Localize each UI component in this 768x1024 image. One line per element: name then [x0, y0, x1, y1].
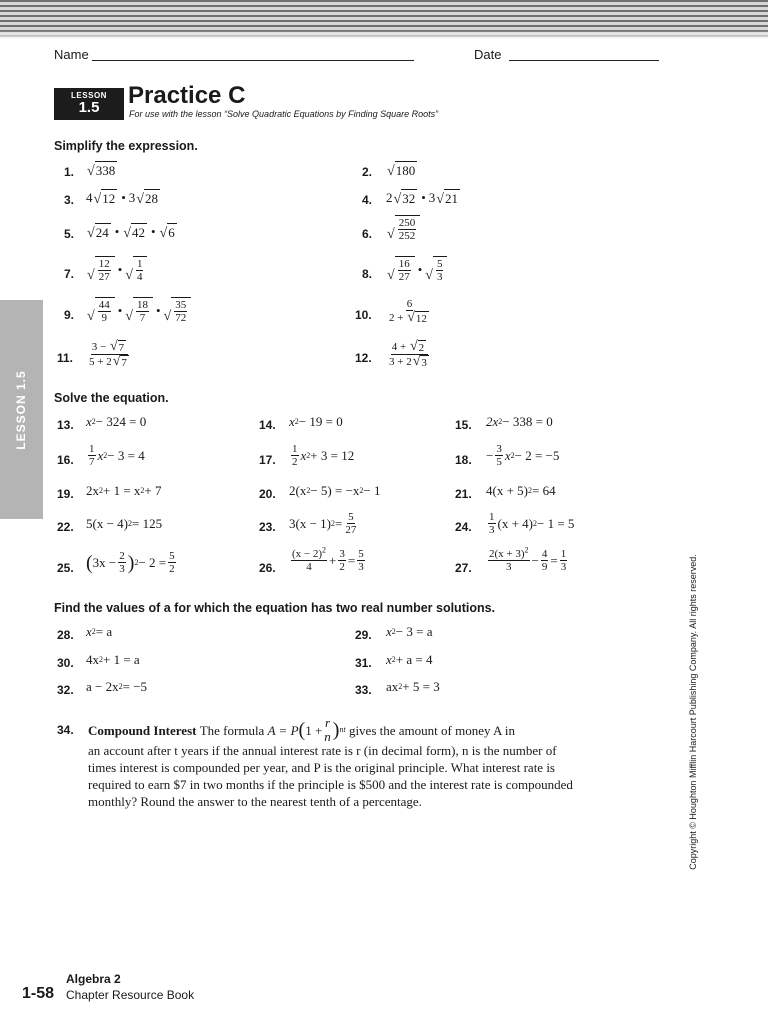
problem-number: 30. — [57, 656, 74, 670]
problem-number: 28. — [57, 628, 74, 642]
problem-number: 12. — [355, 351, 372, 365]
date-field[interactable] — [509, 60, 659, 61]
section-solve: Solve the equation. — [54, 391, 169, 405]
lesson-badge — [54, 88, 124, 120]
copyright-notice: Copyright © Houghton Mifflin Harcourt Publishing Company. All rights reserved. — [688, 554, 698, 870]
problem-6: √ 250 252 — [386, 215, 421, 242]
side-tab-label: LESSON 1.5 — [14, 370, 28, 450]
page-number: 1-58 — [22, 985, 55, 1002]
problem-8: √ 16 27 • √ 5 3 — [386, 256, 448, 283]
problem-number: 15. — [455, 418, 472, 432]
side-tab — [0, 300, 43, 519]
problem-number: 34. — [57, 723, 74, 737]
problem-9: √ 44 9 • √ 18 7 • √ 35 72 — [86, 297, 192, 324]
problem-number: 3. — [64, 193, 75, 207]
problem-number: 8. — [362, 267, 373, 281]
problem-30: 4x 2 + 1 = a — [86, 652, 140, 667]
problem-number: 9. — [64, 308, 75, 322]
date-label: Date — [474, 47, 502, 62]
name-label: Name — [54, 47, 89, 62]
problem-23: 3(x − 1) 2 = $\frac{5}{27}$ — [289, 511, 357, 537]
problem-18: − $\frac{3}{5}$ x 2 − 2 = −5 — [486, 443, 560, 469]
problem-number: 7. — [64, 267, 75, 281]
problem-15: 2x 2 − 338 = 0 — [486, 414, 553, 429]
problem-number: 6. — [362, 227, 373, 241]
problem-26: $(x - 2)^2$ 4 + $\frac{3}{2}$ = $\frac{5}{3}$ — [292, 545, 364, 574]
problem-11: 3 − √ 7 5 + 2 √ 7 — [89, 339, 127, 370]
problem-number: 1. — [64, 165, 75, 179]
problem-number: 19. — [57, 487, 74, 501]
problem-number: 27. — [455, 561, 472, 575]
problem-number: 26. — [259, 561, 276, 575]
problem-34: Compound Interest The formula A = P ( 1 + r n ) nt gives the amount of money A in an account after t years if the annual interest rate is r (in decimal form), n is the number of times interest is compounded per year, and P is the original principle. What interest rate is required to earn $7 in two months if the principle is $500 and the interest rate is compounded monthly? Round the answer to the nearest tenth of a percentage. — [88, 718, 578, 810]
problem-number: 10. — [355, 308, 372, 322]
problem-29: x 2 − 3 = a — [386, 624, 433, 639]
problem-19: 2x 2 + 1 = x 2 + 7 — [86, 483, 162, 498]
problem-21: 4(x + 5) 2 = 64 — [486, 483, 556, 498]
problem-number: 22. — [57, 520, 74, 534]
problem-32: a − 2x 2 = −5 — [86, 679, 148, 694]
problem-number: 23. — [259, 520, 276, 534]
problem-24: 1 3 (x + 4) 2 − 1 = 5 — [489, 511, 575, 537]
problem-13: x 2 − 324 = 0 — [86, 414, 147, 429]
problem-number: 24. — [455, 520, 472, 534]
problem-1: √ 338 — [87, 163, 116, 179]
section-simplify: Simplify the expression. — [54, 139, 198, 153]
problem-20: 2(x 2 − 5) = −x 2 − 1 — [289, 483, 381, 498]
problem-number: 14. — [259, 418, 276, 432]
problem-2: √ 180 — [387, 163, 416, 179]
lesson-tag: LESSON — [71, 91, 107, 100]
problem-10: 6 2 + √ 12 — [389, 298, 427, 326]
problem-number: 25. — [57, 561, 74, 575]
problem-4: 2 √ 32 • 3 √ 21 — [386, 190, 458, 207]
problem-number: 11. — [57, 351, 74, 365]
problem-33: ax 2 + 5 = 3 — [386, 679, 440, 694]
page-title: Practice C — [128, 82, 246, 109]
problem-number: 31. — [355, 656, 372, 670]
problem-number: 13. — [57, 418, 74, 432]
lesson-number: 1.5 — [78, 99, 100, 116]
problem-28: x 2 = a — [86, 624, 113, 639]
problem-12: 4 + √ 2 3 + 2 √ 3 — [389, 339, 427, 370]
problem-3: 4 √ 12 • 3 √ 28 — [86, 190, 158, 207]
problem-5: √ 24 • √ 42 • √ 6 — [87, 224, 175, 241]
problem-22: 5(x − 4) 2 = 125 — [86, 516, 163, 531]
problem-number: 32. — [57, 683, 74, 697]
problem-number: 29. — [355, 628, 372, 642]
compound-formula: A = P ( 1 + r n ) nt — [267, 714, 346, 744]
section-find: Find the values of a for which the equation has two real number solutions. — [54, 601, 496, 615]
problem-number: 17. — [259, 453, 276, 467]
problem-number: 21. — [455, 487, 472, 501]
problem-number: 16. — [57, 453, 74, 467]
problem-7: √ 12 27 • √ 1 4 — [86, 256, 148, 283]
header-stripes — [0, 0, 768, 40]
problem-number: 4. — [362, 193, 373, 207]
problem-17: 1 2 x 2 + 3 = 12 — [292, 443, 355, 469]
name-field[interactable] — [92, 60, 414, 61]
problem-34-text: an account after t years if the annual interest rate is r (in decimal form), n is the number of times interest is compounded per year, and P is the original principle. What interest rate is required to earn $7 in two months if the principle is $500 and the interest rate is compounded monthly? Round the answer to the nearest tenth of a percentage. — [88, 743, 573, 809]
problem-31: x 2 + a = 4 — [386, 652, 433, 667]
footer-subtitle: Chapter Resource Book — [66, 988, 195, 1002]
problem-number: 5. — [64, 227, 75, 241]
problem-34-heading: Compound Interest — [88, 722, 197, 738]
problem-number: 18. — [455, 453, 472, 467]
problem-14: x 2 − 19 = 0 — [289, 414, 343, 429]
footer-book: Algebra 2 — [66, 972, 121, 986]
page-subtitle: For use with the lesson “Solve Quadratic Equations by Finding Square Roots” — [129, 109, 439, 119]
problem-25: ( 3x − $\frac{2}{3}$ ) 2 − 2 = $\frac{5}{2}$ — [86, 550, 175, 576]
problem-number: 20. — [259, 487, 276, 501]
problem-number: 33. — [355, 683, 372, 697]
problem-16: 1 7 x 2 − 3 = 4 — [89, 443, 145, 469]
problem-number: 2. — [362, 165, 373, 179]
problem-27: $2(x + 3)^2$ 3 − $\frac{4}{9}$ = $\frac{1}{3}$ — [489, 545, 567, 574]
